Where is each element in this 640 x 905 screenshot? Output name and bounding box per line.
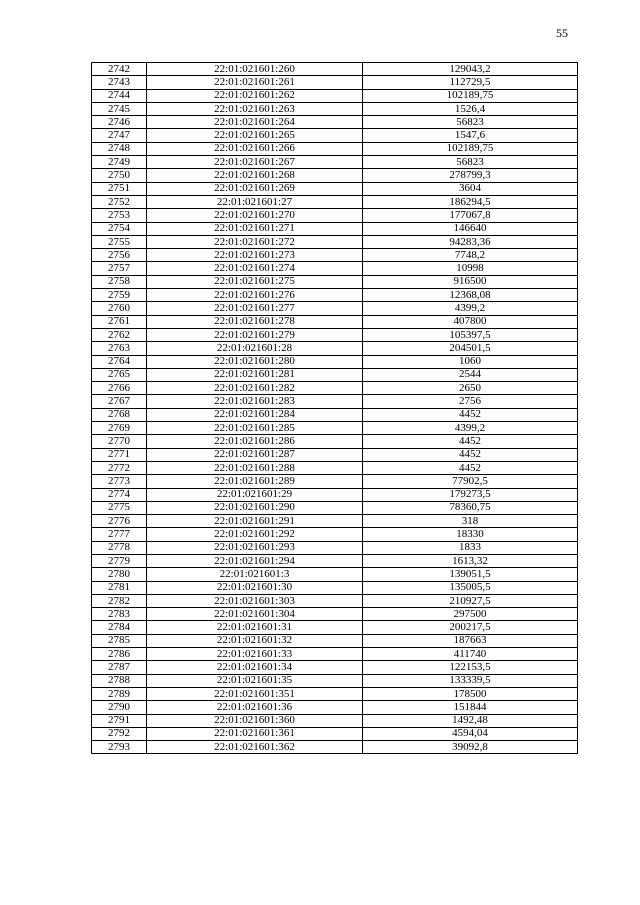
cadastral-number-cell: 22:01:021601:361 xyxy=(147,727,363,740)
cadastral-number-cell: 22:01:021601:35 xyxy=(147,674,363,687)
row-number-cell: 2749 xyxy=(92,156,147,169)
table-row xyxy=(92,741,578,754)
row-number-cell: 2779 xyxy=(92,554,147,567)
row-number-cell: 2782 xyxy=(92,594,147,607)
row-number-cell: 2756 xyxy=(92,249,147,262)
table-row xyxy=(92,195,578,208)
table-row xyxy=(92,674,578,687)
cadastral-value-cell: 139051,5 xyxy=(363,568,578,581)
row-number-cell: 2774 xyxy=(92,488,147,501)
row-number-cell: 2776 xyxy=(92,515,147,528)
cadastral-value-cell: 4452 xyxy=(363,435,578,448)
cadastral-number-cell: 22:01:021601:28 xyxy=(147,342,363,355)
cadastral-value-cell: 177067,8 xyxy=(363,209,578,222)
row-number-cell: 2791 xyxy=(92,714,147,727)
cadastral-value-cell: 411740 xyxy=(363,648,578,661)
cadastral-value-cell: 210927,5 xyxy=(363,594,578,607)
table-row xyxy=(92,209,578,222)
cadastral-number-cell: 22:01:021601:278 xyxy=(147,315,363,328)
cadastral-value-cell: 7748,2 xyxy=(363,249,578,262)
table-row xyxy=(92,169,578,182)
table-row xyxy=(92,129,578,142)
table-row xyxy=(92,608,578,621)
cadastral-number-cell: 22:01:021601:287 xyxy=(147,448,363,461)
cadastral-value-cell: 39092,8 xyxy=(363,741,578,754)
cadastral-number-cell: 22:01:021601:267 xyxy=(147,156,363,169)
table-row xyxy=(92,448,578,461)
cadastral-number-cell: 22:01:021601:27 xyxy=(147,195,363,208)
table-row xyxy=(92,594,578,607)
cadastral-number-cell: 22:01:021601:303 xyxy=(147,594,363,607)
row-number-cell: 2767 xyxy=(92,395,147,408)
table-row xyxy=(92,89,578,102)
cadastral-value-cell: 4594,04 xyxy=(363,727,578,740)
table-row xyxy=(92,328,578,341)
cadastral-number-cell: 22:01:021601:294 xyxy=(147,554,363,567)
row-number-cell: 2752 xyxy=(92,195,147,208)
cadastral-value-cell: 916500 xyxy=(363,275,578,288)
cadastral-value-cell: 135005,5 xyxy=(363,581,578,594)
cadastral-number-cell: 22:01:021601:31 xyxy=(147,621,363,634)
row-number-cell: 2751 xyxy=(92,182,147,195)
cadastral-number-cell: 22:01:021601:260 xyxy=(147,63,363,76)
row-number-cell: 2777 xyxy=(92,528,147,541)
table-row xyxy=(92,727,578,740)
cadastral-value-cell: 187663 xyxy=(363,634,578,647)
cadastral-number-cell: 22:01:021601:262 xyxy=(147,89,363,102)
row-number-cell: 2754 xyxy=(92,222,147,235)
cadastral-number-cell: 22:01:021601:283 xyxy=(147,395,363,408)
cadastral-value-cell: 146640 xyxy=(363,222,578,235)
row-number-cell: 2753 xyxy=(92,209,147,222)
cadastral-number-cell: 22:01:021601:292 xyxy=(147,528,363,541)
cadastral-value-cell: 4452 xyxy=(363,461,578,474)
cadastral-value-cell: 56823 xyxy=(363,156,578,169)
table-row xyxy=(92,461,578,474)
table-row xyxy=(92,581,578,594)
table-row xyxy=(92,235,578,248)
cadastral-number-cell: 22:01:021601:277 xyxy=(147,302,363,315)
table-row xyxy=(92,249,578,262)
row-number-cell: 2773 xyxy=(92,475,147,488)
cadastral-number-cell: 22:01:021601:289 xyxy=(147,475,363,488)
table-row xyxy=(92,355,578,368)
cadastral-value-cell: 4399,2 xyxy=(363,422,578,435)
cadastral-number-cell: 22:01:021601:36 xyxy=(147,701,363,714)
table-row xyxy=(92,714,578,727)
cadastral-number-cell: 22:01:021601:268 xyxy=(147,169,363,182)
table-row xyxy=(92,648,578,661)
cadastral-number-cell: 22:01:021601:304 xyxy=(147,608,363,621)
cadastral-number-cell: 22:01:021601:33 xyxy=(147,648,363,661)
cadastral-number-cell: 22:01:021601:285 xyxy=(147,422,363,435)
row-number-cell: 2755 xyxy=(92,235,147,248)
row-number-cell: 2765 xyxy=(92,368,147,381)
cadastral-value-cell: 56823 xyxy=(363,116,578,129)
row-number-cell: 2743 xyxy=(92,76,147,89)
cadastral-number-cell: 22:01:021601:276 xyxy=(147,289,363,302)
cadastral-number-cell: 22:01:021601:270 xyxy=(147,209,363,222)
row-number-cell: 2770 xyxy=(92,435,147,448)
page-number: 55 xyxy=(556,26,568,40)
table-row xyxy=(92,382,578,395)
row-number-cell: 2742 xyxy=(92,63,147,76)
cadastral-number-cell: 22:01:021601:279 xyxy=(147,328,363,341)
cadastral-value-cell: 10998 xyxy=(363,262,578,275)
table-row xyxy=(92,342,578,355)
row-number-cell: 2744 xyxy=(92,89,147,102)
table-row xyxy=(92,422,578,435)
cadastral-value-cell: 122153,5 xyxy=(363,661,578,674)
row-number-cell: 2780 xyxy=(92,568,147,581)
cadastral-value-cell: 278799,3 xyxy=(363,169,578,182)
row-number-cell: 2792 xyxy=(92,727,147,740)
cadastral-number-cell: 22:01:021601:291 xyxy=(147,515,363,528)
cadastral-value-cell: 179273,5 xyxy=(363,488,578,501)
cadastral-value-cell: 2544 xyxy=(363,368,578,381)
cadastral-number-cell: 22:01:021601:280 xyxy=(147,355,363,368)
cadastral-value-cell: 1833 xyxy=(363,541,578,554)
row-number-cell: 2771 xyxy=(92,448,147,461)
cadastral-number-cell: 22:01:021601:281 xyxy=(147,368,363,381)
table-row xyxy=(92,63,578,76)
cadastral-value-cell: 4399,2 xyxy=(363,302,578,315)
row-number-cell: 2790 xyxy=(92,701,147,714)
row-number-cell: 2757 xyxy=(92,262,147,275)
cadastral-number-cell: 22:01:021601:362 xyxy=(147,741,363,754)
row-number-cell: 2763 xyxy=(92,342,147,355)
cadastral-value-cell: 3604 xyxy=(363,182,578,195)
row-number-cell: 2787 xyxy=(92,661,147,674)
row-number-cell: 2784 xyxy=(92,621,147,634)
cadastral-value-cell: 78360,75 xyxy=(363,501,578,514)
table-row xyxy=(92,541,578,554)
row-number-cell: 2761 xyxy=(92,315,147,328)
cadastral-number-cell: 22:01:021601:32 xyxy=(147,634,363,647)
row-number-cell: 2793 xyxy=(92,741,147,754)
table-row xyxy=(92,275,578,288)
row-number-cell: 2764 xyxy=(92,355,147,368)
row-number-cell: 2748 xyxy=(92,142,147,155)
row-number-cell: 2745 xyxy=(92,102,147,115)
cadastral-value-cell: 105397,5 xyxy=(363,328,578,341)
row-number-cell: 2783 xyxy=(92,608,147,621)
cadastral-number-cell: 22:01:021601:273 xyxy=(147,249,363,262)
cadastral-value-cell: 2650 xyxy=(363,382,578,395)
table-row xyxy=(92,156,578,169)
row-number-cell: 2788 xyxy=(92,674,147,687)
row-number-cell: 2768 xyxy=(92,408,147,421)
cadastral-number-cell: 22:01:021601:272 xyxy=(147,235,363,248)
cadastral-value-cell: 94283,36 xyxy=(363,235,578,248)
cadastral-number-cell: 22:01:021601:34 xyxy=(147,661,363,674)
cadastral-number-cell: 22:01:021601:275 xyxy=(147,275,363,288)
cadastral-value-cell: 186294,5 xyxy=(363,195,578,208)
table-row xyxy=(92,395,578,408)
cadastral-value-cell: 2756 xyxy=(363,395,578,408)
row-number-cell: 2781 xyxy=(92,581,147,594)
table-row xyxy=(92,302,578,315)
cadastral-value-cell: 133339,5 xyxy=(363,674,578,687)
cadastral-number-cell: 22:01:021601:293 xyxy=(147,541,363,554)
cadastral-value-cell: 1613,32 xyxy=(363,554,578,567)
cadastral-value-cell: 204501,5 xyxy=(363,342,578,355)
row-number-cell: 2750 xyxy=(92,169,147,182)
cadastral-value-cell: 1526,4 xyxy=(363,102,578,115)
cadastral-number-cell: 22:01:021601:290 xyxy=(147,501,363,514)
table-row xyxy=(92,116,578,129)
cadastral-number-cell: 22:01:021601:264 xyxy=(147,116,363,129)
cadastral-number-cell: 22:01:021601:265 xyxy=(147,129,363,142)
table-row xyxy=(92,488,578,501)
table-row xyxy=(92,142,578,155)
row-number-cell: 2760 xyxy=(92,302,147,315)
table-row xyxy=(92,687,578,700)
cadastral-number-cell: 22:01:021601:263 xyxy=(147,102,363,115)
cadastral-value-cell: 407800 xyxy=(363,315,578,328)
table-row xyxy=(92,515,578,528)
table-row xyxy=(92,661,578,674)
row-number-cell: 2786 xyxy=(92,648,147,661)
cadastral-number-cell: 22:01:021601:286 xyxy=(147,435,363,448)
table-row xyxy=(92,289,578,302)
table-row xyxy=(92,475,578,488)
row-number-cell: 2775 xyxy=(92,501,147,514)
cadastral-number-cell: 22:01:021601:29 xyxy=(147,488,363,501)
cadastral-number-cell: 22:01:021601:261 xyxy=(147,76,363,89)
table-row xyxy=(92,182,578,195)
row-number-cell: 2769 xyxy=(92,422,147,435)
table-row xyxy=(92,76,578,89)
row-number-cell: 2772 xyxy=(92,461,147,474)
cadastral-value-cell: 1492,48 xyxy=(363,714,578,727)
cadastral-number-cell: 22:01:021601:3 xyxy=(147,568,363,581)
cadastral-value-cell: 112729,5 xyxy=(363,76,578,89)
row-number-cell: 2766 xyxy=(92,382,147,395)
cadastral-number-cell: 22:01:021601:288 xyxy=(147,461,363,474)
table-row xyxy=(92,368,578,381)
cadastral-value-cell: 102189,75 xyxy=(363,89,578,102)
table-body xyxy=(92,63,578,754)
table-row xyxy=(92,621,578,634)
table-row xyxy=(92,501,578,514)
table-row xyxy=(92,222,578,235)
cadastral-value-cell: 1547,6 xyxy=(363,129,578,142)
table-row xyxy=(92,701,578,714)
cadastral-value-cell: 297500 xyxy=(363,608,578,621)
row-number-cell: 2785 xyxy=(92,634,147,647)
cadastral-value-cell: 102189,75 xyxy=(363,142,578,155)
table-row xyxy=(92,528,578,541)
cadastral-value-cell: 12368,08 xyxy=(363,289,578,302)
cadastral-value-cell: 318 xyxy=(363,515,578,528)
cadastral-value-cell: 200217,5 xyxy=(363,621,578,634)
cadastral-value-cell: 178500 xyxy=(363,687,578,700)
table-row xyxy=(92,408,578,421)
cadastral-number-cell: 22:01:021601:360 xyxy=(147,714,363,727)
row-number-cell: 2759 xyxy=(92,289,147,302)
table-row xyxy=(92,262,578,275)
table-row xyxy=(92,315,578,328)
cadastral-value-cell: 4452 xyxy=(363,408,578,421)
row-number-cell: 2746 xyxy=(92,116,147,129)
cadastral-value-cell: 4452 xyxy=(363,448,578,461)
table-row xyxy=(92,568,578,581)
table-row xyxy=(92,634,578,647)
cadastral-number-cell: 22:01:021601:351 xyxy=(147,687,363,700)
row-number-cell: 2758 xyxy=(92,275,147,288)
cadastral-number-cell: 22:01:021601:269 xyxy=(147,182,363,195)
cadastral-value-cell: 129043,2 xyxy=(363,63,578,76)
row-number-cell: 2762 xyxy=(92,328,147,341)
table-row xyxy=(92,554,578,567)
cadastral-value-cell: 77902,5 xyxy=(363,475,578,488)
table-row xyxy=(92,435,578,448)
cadastral-number-cell: 22:01:021601:274 xyxy=(147,262,363,275)
cadastral-number-cell: 22:01:021601:266 xyxy=(147,142,363,155)
cadastral-number-cell: 22:01:021601:282 xyxy=(147,382,363,395)
cadastral-number-cell: 22:01:021601:284 xyxy=(147,408,363,421)
row-number-cell: 2778 xyxy=(92,541,147,554)
cadastral-number-cell: 22:01:021601:271 xyxy=(147,222,363,235)
cadastral-value-cell: 151844 xyxy=(363,701,578,714)
cadastral-value-cell: 18330 xyxy=(363,528,578,541)
cadastral-value-table xyxy=(91,62,578,754)
row-number-cell: 2747 xyxy=(92,129,147,142)
table-row xyxy=(92,102,578,115)
cadastral-value-cell: 1060 xyxy=(363,355,578,368)
row-number-cell: 2789 xyxy=(92,687,147,700)
cadastral-number-cell: 22:01:021601:30 xyxy=(147,581,363,594)
